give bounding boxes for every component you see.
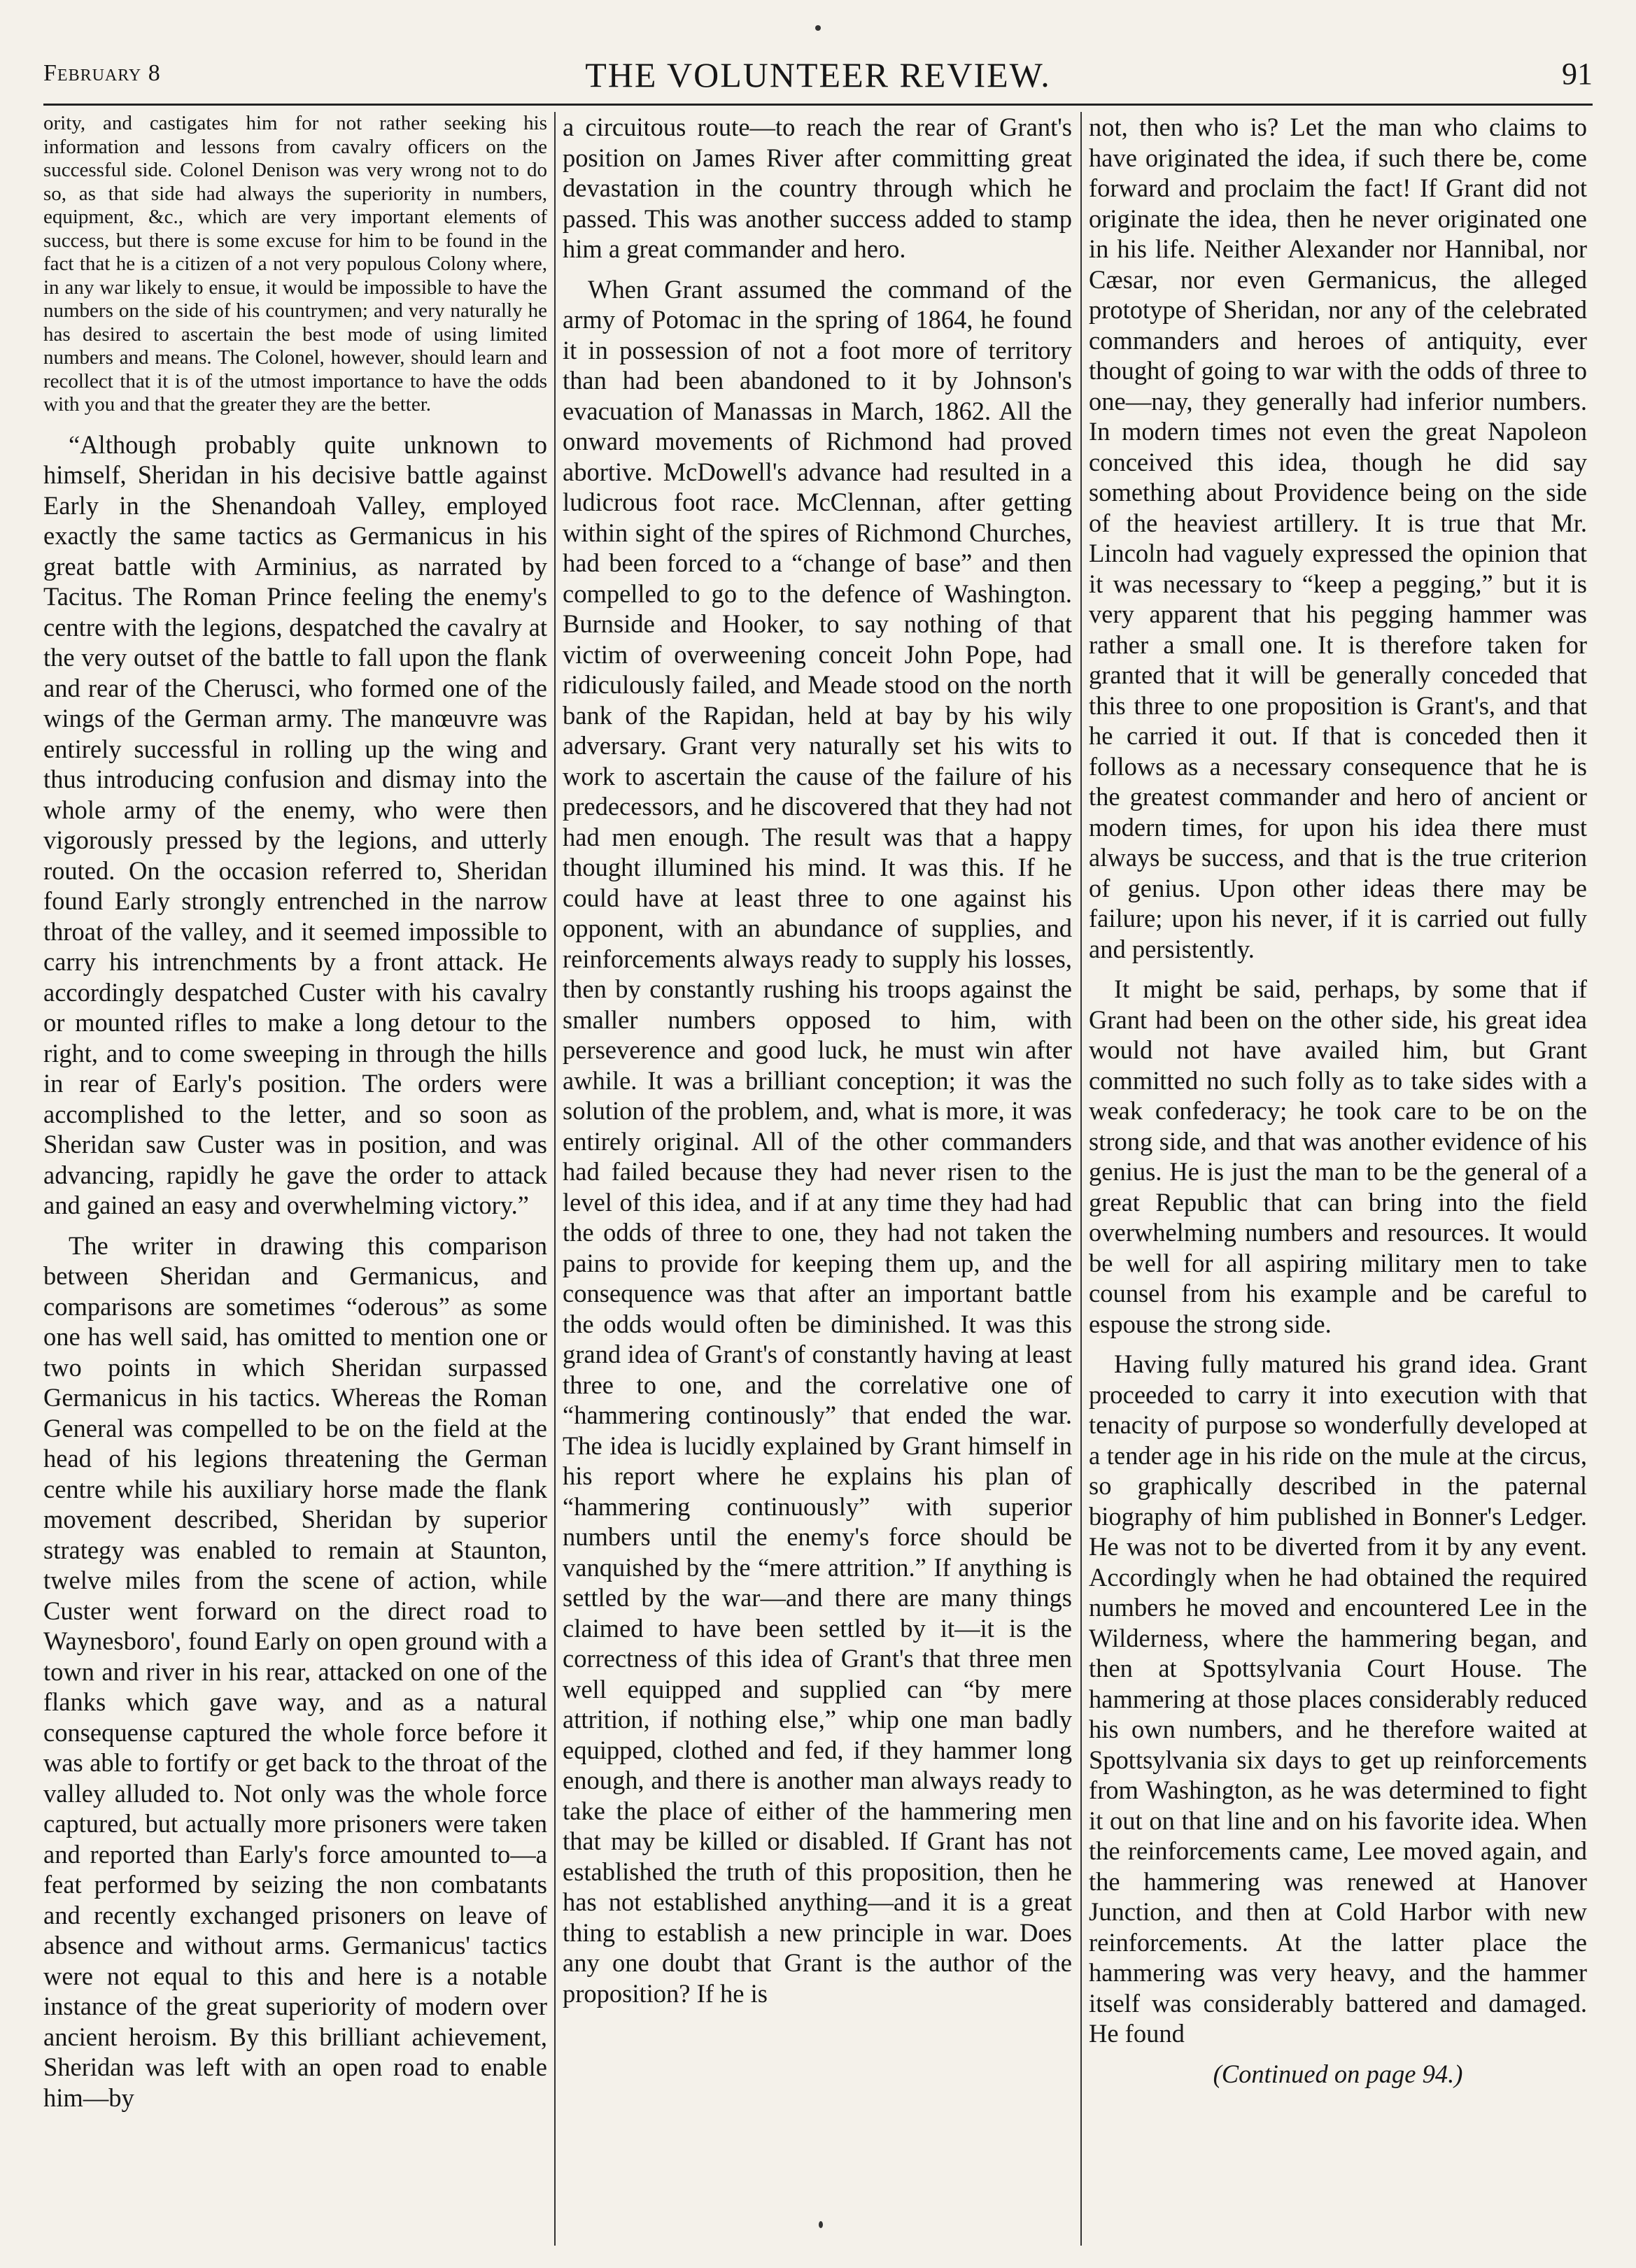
column-3 [1089, 112, 1587, 2218]
article-paragraph: not, then who is? Let the man who claims to have originated the idea, if such there be, come forward and proclaim the fact! If Grant did not originate the idea, then he never originated one in his life. Neither Alexander nor Hannibal, nor Cæsar, nor even Germanicus, the alleged prototype of Sheridan, nor any of the celebrated commanders and heroes of antiquity, ever thought of going to war with the odds of three to one—nay, they generally had inferior numbers. In modern times not even the great Napoleon conceived this idea, though he did say something about Providence being on the side of the heaviest artillery. It is true that Mr. Lincoln had vaguely expressed the opinion that it was necessary to “keep a pegging,” but it is very apparent that his pegging hammer was rather a small one. It is therefore taken for granted that it will be generally conceded that this three to one proposition is Grant's, and that he carried it out. If that is conceded then it follows as a necessary consequence that he is the greatest commander and hero of ancient or modern times, for upon his idea there must always be success, and that is the true criterion of genius. Upon other ideas there may be failure; upon his never, if it is carried out fully and persistently. [1089, 113, 1587, 963]
article-paragraph: Having fully matured his grand idea. Grant proceeded to carry it into execution with that tenacity of purpose so wonderfully developed at a tender age in his ride on the mule at the circus, so graphically described in the paternal biography of him published in Bonner's Ledger. He was not to be diverted from it by any event. Accordingly when he had obtained the required numbers he moved and encountered Lee in the Wilderness, where the hammering began, and then at Spottsylvania Court House. The hammering at those places considerably reduced his own numbers, and he therefore waited at Spottsylvania six days to get up reinforcements from Washington, as he was determined to fight it out on that line and on his favorite idea. When the reinforcements came, Lee moved again, and the hammering was renewed at Hanover Junction, and then at Cold Harbor with new reinforcements. At the latter place the hammering was very heavy, and the hammer itself was considerably battered and damaged. He found [1089, 1349, 1587, 2048]
continued-notice: (Continued on page 94.) [1213, 2059, 1463, 2088]
print-speck [815, 25, 821, 31]
article-paragraph: When Grant assumed the command of the army of Potomac in the spring of 1864, he found it in possession of not a foot more of territory than had been abandoned to it by Johnson's evacuation of Manassas in March, 1862. All the onward movements of Richmond had proved abortive. McDowell's advance had resulted in a ludicrous foot race. McClennan, after getting within sight of the spires of Richmond Churches, had been forced to a “change of base” and then compelled to go to the defence of Washington. Burnside and Hooker, to say nothing of that victim of overweening conceit John Pope, had ridiculously failed, and Meade stood on the north bank of the Rapidan, held at bay by his wily adversary. Grant very naturally set his wits to work to ascertain the cause of the failure of his predecessors, and he discovered that they had not had men enough. The result was that a happy thought illumined his mind. It was this. If he could have at least three to one against his opponent, with an abundance of supplies, and reinforcements always ready to supply his losses, then by constantly rushing his troops against the smaller numbers opposed to him, with perseverence and good luck, he must win after awhile. It was a brilliant conception; it was the solution of the problem, and, what is more, it was entirely original. All of the other commanders had failed because they had never risen to the level of this idea, and if at any time they had had the odds of three to one, they had not taken the pains to provide for keeping them up, and the consequence was that after an important battle the odds would often be diminished. It was this grand idea of Grant's of constantly having at least three to one, and the correlative one of “hammering continously” that ended the war. The idea is lucidly explained by Grant himself in his report where he explains his plan of “hammering continuously” with superior numbers until the enemy's force should be vanquished by the “mere attrition.” If anything is settled by the war—and there are many things claimed to have been settled by it—it is the correctness of this idea of Grant's that three men well equipped and supplied can “by mere attrition, if nothing else,” whip one man badly equipped, clothed and fed, if they hammer long enough, and there is another man always ready to take the place of either of the hammering men that may be killed or disabled. If Grant has not established the truth of this proposition, then he has not established anything—and it is a great thing to establish a new principle in war. Does any one doubt that Grant is the author of the proposition? If he is [563, 274, 1072, 2008]
page-header [43, 55, 1593, 106]
page-number: 91 [1562, 57, 1593, 91]
quoted-paragraph: “Although probably quite unknown to himself, Sheridan in his decisive battle against Early in the Shenandoah Valley, employed exactly the same tactics as Germanicus in his great battle with Arminius, as narrated by Tacitus. The Roman Prince feeling the enemy's centre with the legions, despatched the cavalry at the very outset of the battle to fall upon the flank and rear of the Cherusci, who formed one of the wings of the German army. The manœuvre was entirely successful in rolling up the wing and thus introducing confusion and dismay into the whole army of the enemy, who were then vigorously pressed by the legions, and utterly routed. On the occasion referred to, Sheridan found Early strongly entrenched in the narrow throat of the valley, and it seemed impossible to carry his intrenchments by a front attack. He accordingly despatched Custer with his cavalry or mounted rifles to make a long detour to the right, and to come sweeping in through the hills in rear of Early's position. The orders were accomplished to the letter, and so soon as Sheridan saw Custer was in position, and was advancing, rapidly he gave the order to attack and gained an easy and overwhelming victory.” [43, 430, 547, 1219]
header-date: February 8 [43, 60, 161, 86]
publication-title: THE VOLUNTEER REVIEW. [585, 55, 1051, 94]
print-speck [819, 2221, 823, 2228]
column-1 [43, 112, 547, 2218]
column-2 [563, 112, 1072, 2218]
editor-note-paragraph: ority, and castigates him for not rather seeking his information and lessons from cavalry officers on the successful side. Colonel Denison was very wrong not to do so, as that side had always the superiority in numbers, equipment, &c., which are very important elements of success, but there is some excuse for him to be found in the fact that he is a citizen of a not very populous Colony where, in any war likely to ensue, it would be impossible to have the numbers on the side of his countrymen; and very naturally he has desired to ascertain the best mode of using limited numbers and means. The Colonel, however, should learn and recollect that it is of the utmost importance to have the odds with you and that the greater they are the better. [43, 112, 547, 416]
column-rule-left [554, 112, 556, 2246]
article-paragraph: a circuitous route—to reach the rear of Grant's position on James River after committing great devastation in the country through which he passed. This was another success added to stamp him a great commander and hero. [563, 113, 1072, 263]
article-paragraph: It might be said, perhaps, by some that if Grant had been on the other side, his great idea would not have availed him, but Grant committed no such folly as to take sides with a weak confederacy; he took care to be on the strong side, and that was another evidence of his genius. He is just the man to be the general of a great Republic that can bring into the field overwhelming numbers and resources. It would be well for all aspiring military men to take counsel from his example and be careful to espouse the strong side. [1089, 974, 1587, 1338]
article-paragraph: The writer in drawing this comparison between Sheridan and Germanicus, and comparisons are sometimes “oderous” as some one has well said, has omitted to mention one or two points in which Sheridan surpassed Germanicus in his tactics. Whereas the Roman General was compelled to be on the field at the head of his legions threatening the German centre while his auxiliary horse made the flank movement described, Sheridan by superior strategy was enabled to remain at Staunton, twelve miles from the scene of action, while Custer went forward on the direct road to Waynesboro', found Early on open ground with a town and river in his rear, attacked on one of the flanks which gave way, and as a natural consequense captured the whole force before it was able to fortify or get back to the throat of the valley alluded to. Not only was the whole force captured, but actually more prisoners were taken and reported than Early's force amounted to—a feat performed by seizing the non combatants and recently exchanged prisoners on leave of absence and without arms. Germanicus' tactics were not equal to this and here is a notable instance of the great superiority of modern over ancient heroism. By this brilliant achievement, Sheridan was left with an open road to enable him—by [43, 1231, 547, 2112]
column-rule-right [1080, 112, 1082, 2246]
